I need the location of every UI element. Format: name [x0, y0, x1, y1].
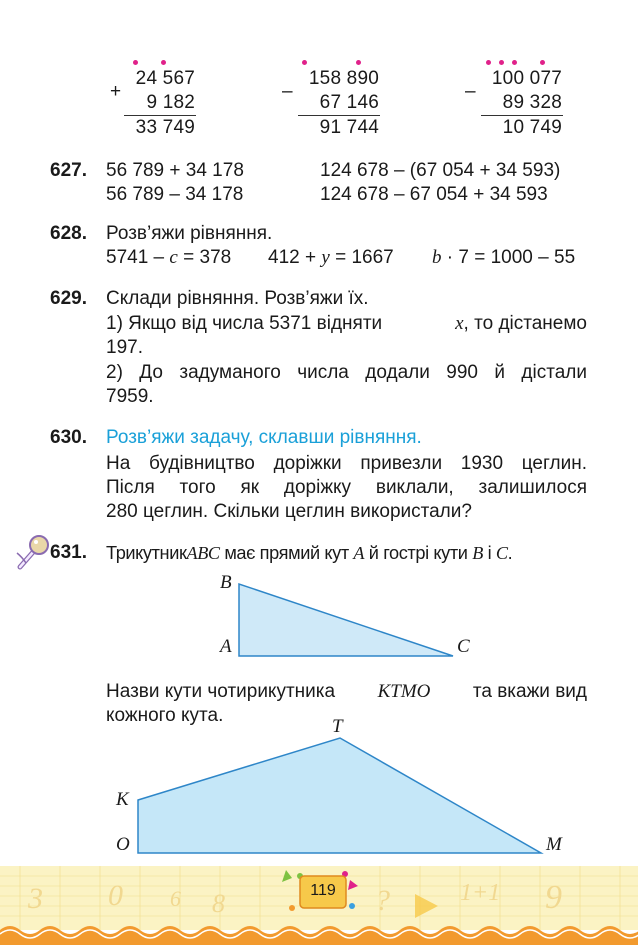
variable-y: y — [321, 247, 330, 268]
label-b: B — [220, 572, 232, 593]
text-part: Трикутник — [106, 543, 187, 563]
plus-sign: + — [110, 81, 122, 102]
text-part: 1) Якщо від числа 5371 відняти — [106, 313, 383, 334]
col3-top: 100 077 — [491, 68, 562, 89]
quadrilateral-name: KTMO — [377, 681, 431, 702]
quadrilateral-shape — [138, 738, 541, 853]
vertex-a: A — [353, 543, 365, 563]
text-part: і — [487, 543, 492, 563]
page-footer — [0, 860, 638, 945]
problem-number-630: 630. — [50, 427, 87, 448]
eq-part: = 1667 — [335, 247, 394, 268]
page-number: 119 — [310, 882, 336, 899]
expr-627-2: 56 789 – 34 178 — [106, 184, 244, 205]
text-part: має прямий кут — [224, 543, 349, 563]
triangle-name: ABC — [186, 543, 220, 563]
problem-number-631: 631. — [50, 542, 87, 563]
task-631-question-end: кожного кута. — [106, 705, 224, 726]
col3-bottom: 89 328 — [502, 92, 562, 113]
text-part: та вкажи вид — [472, 681, 587, 702]
label-a: A — [220, 636, 232, 657]
task-629-title: Склади рівняння. Розв’яжи їх. — [106, 288, 369, 309]
variable-b: b — [432, 247, 442, 268]
deco-digit: 9 — [545, 879, 562, 916]
task-630-line2: Після того як доріжку виклали, залишилося — [106, 477, 587, 498]
label-o: O — [116, 834, 130, 855]
task-629-item1-end: 197. — [106, 337, 143, 358]
variable-x: x — [455, 313, 464, 334]
expr-627-3: 124 678 – (67 054 + 34 593) — [320, 160, 561, 181]
text-part: й гострі кути — [368, 543, 468, 563]
task-630-line3: 280 цеглин. Скільки цеглин використали? — [106, 501, 472, 522]
deco-digit: 3 — [28, 882, 43, 915]
col1-result: 33 749 — [135, 117, 195, 138]
text-part: , то дістанемо — [463, 313, 587, 334]
col2-result: 91 744 — [319, 117, 379, 138]
vertex-b: B — [472, 543, 483, 563]
problem-number-628: 628. — [50, 223, 87, 244]
problem-number-627: 627. — [50, 160, 87, 181]
deco-digit: 8 — [212, 889, 225, 918]
triangle-shape — [239, 584, 453, 656]
task-630-title: Розв’яжи задачу, склавши рівняння. — [106, 427, 422, 448]
label-k: K — [116, 789, 129, 810]
deco-digit: 6 — [170, 886, 181, 911]
col2-top: 158 890 — [308, 68, 379, 89]
deco-digit: 1+1 — [460, 880, 501, 906]
label-c: C — [457, 636, 470, 657]
label-m: M — [546, 834, 562, 855]
deco-digit: ? — [375, 884, 390, 917]
problem-number-629: 629. — [50, 288, 87, 309]
eq-part: 412 + — [268, 247, 317, 268]
minus-sign: – — [282, 81, 293, 102]
eq-part: 5741 – — [106, 247, 165, 268]
vertex-c: C — [495, 543, 508, 563]
col3-result: 10 749 — [502, 117, 562, 138]
eq-part: · 7 = 1000 – 55 — [446, 247, 576, 268]
task-629-item2-end: 7959. — [106, 386, 154, 407]
task-631-question — [106, 680, 587, 704]
col2-bottom: 67 146 — [319, 92, 379, 113]
text-part: . — [507, 543, 513, 563]
task-630-line1: На будівництво доріжки привезли 1930 цеглин. — [106, 453, 587, 474]
col1-bottom: 9 182 — [146, 92, 195, 113]
eq-part: = 378 — [183, 247, 232, 268]
expr-627-1: 56 789 + 34 178 — [106, 160, 244, 181]
text-part: Назви кути чотирикутника — [106, 681, 336, 702]
deco-digit: 0 — [108, 879, 123, 912]
col1-top: 24 567 — [135, 68, 195, 89]
footer-decoration — [0, 860, 638, 945]
variable-c: c — [169, 247, 178, 268]
expr-627-4: 124 678 – 67 054 + 34 593 — [320, 184, 548, 205]
task-629-item2: 2) До задуманого числа додали 990 й дістали — [106, 362, 587, 383]
label-t: T — [332, 716, 343, 737]
minus-sign: – — [465, 81, 476, 102]
task-628-title: Розв’яжи рівняння. — [106, 223, 273, 244]
